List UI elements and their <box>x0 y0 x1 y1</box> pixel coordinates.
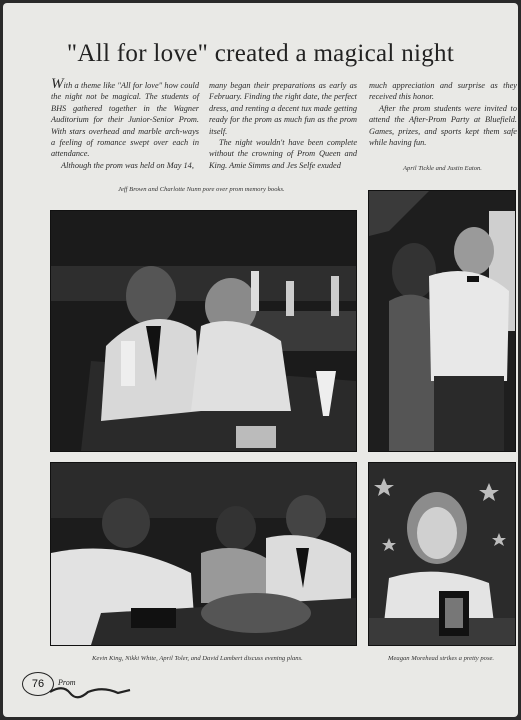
paragraph <box>51 76 199 160</box>
body-column-3 <box>369 80 517 148</box>
body-column-1 <box>51 76 199 171</box>
body-column-2 <box>209 80 357 171</box>
photo-dancing <box>368 190 516 452</box>
drop-cap: W <box>51 76 64 92</box>
paragraph: After the prom students were invited to attend the After-Prom Party at Bluefield. Games, prizes, and sports kept them safe while having fun. <box>369 103 517 148</box>
caption-memory-books: Jeff Brown and Charlotte Nunn pore over prom memory books. <box>118 186 285 193</box>
swirl-ornament-icon <box>48 684 133 700</box>
paragraph: much appreciation and surprise as they received this honor. <box>369 81 517 102</box>
page-number: 76 <box>22 672 54 696</box>
caption-dancing: April Tickle and Justin Eaton. <box>403 165 482 172</box>
paragraph: many began their preparations as early as February. Finding the right date, the perfect dress, and renting a decent tux made getting ready for the prom as much fun as the prom itself. <box>209 81 357 136</box>
paragraph-text: ith a theme like "All for love" how could the night not be magical. The students of BHS gathered together in the Wagner Auditorium for their Junior-Senior Prom. With stars overhead and marble arch-ways a feeling of romance swept over each in attendance. <box>51 81 199 159</box>
caption-pose: Meagan Morehead strikes a pretty pose. <box>388 655 495 662</box>
paragraph: The night wouldn't have been complete without the crowning of Prom Queen and King. Amie Simms and Jes Selfe exuded <box>209 138 357 170</box>
photo-pose <box>368 462 516 646</box>
photo-memory-books <box>50 210 357 452</box>
headline: "All for love" created a magical night <box>66 40 455 67</box>
section-label: Prom <box>58 678 76 687</box>
caption-table-group: Kevin King, Nikki White, April Toler, and David Lambert discuss evening plans. <box>92 655 303 662</box>
paragraph: Although the prom was held on May 14, <box>61 160 194 170</box>
photo-table-group <box>50 462 357 646</box>
